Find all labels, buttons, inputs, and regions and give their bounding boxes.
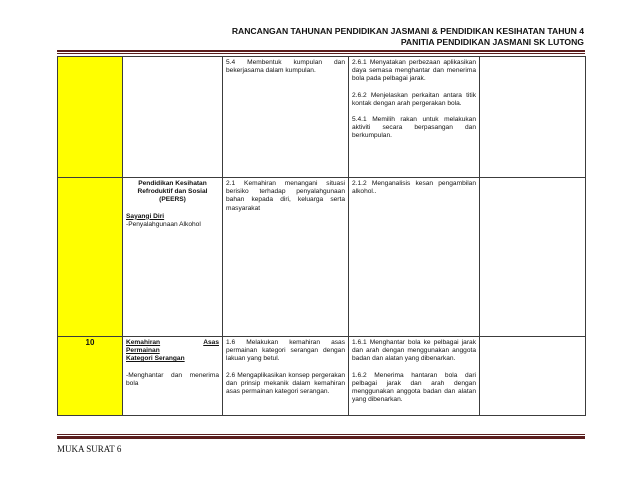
standard-text: 2.1 Kemahiran menangani situasi berisiko terhadap penyalahgunaan bahan kepada diri, keluarga serta masyarakat [226, 180, 345, 212]
learning-text: 5.4.1 Memilih rakan untuk melakukan aktiviti secara berpasangan dan berkumpulan. [352, 116, 476, 140]
footer-rule-thin [57, 434, 585, 435]
standard-cell [223, 57, 349, 178]
standard-cell [223, 337, 349, 416]
topic-title: Pendidikan Kesihatan Refroduktif dan Sosial (PEERS) [137, 180, 208, 204]
standard-text: 1.6 Melakukan kemahiran asas permainan kategori serangan dengan lakuan yang betul. [226, 339, 345, 363]
learning-cell [349, 57, 480, 178]
table-row [58, 57, 586, 178]
table-row [58, 178, 586, 337]
standard-text: 2.6 Mengaplikasikan konsep pergerakan dan prinsip mekanik dalam kemahiran asas permainan kategori serangan. [226, 371, 345, 396]
learning-text: 1.6.1 Menghantar bola ke pelbagai jarak dan arah dengan menggunakan anggota badan dan alatan yang dibenarkan. [352, 339, 476, 363]
notes-cell [480, 57, 586, 178]
footer-rule [57, 436, 585, 439]
learning-text: 2.1.2 Menganalisis kesan pengambilan alkohol.. [352, 180, 476, 196]
topic-title-part: Kemahiran [126, 339, 161, 346]
header-rule [57, 50, 585, 52]
document-title: RANCANGAN TAHUNAN PENDIDIKAN JASMANI & PENDIDIKAN KESIHATAN TAHUN 4 [231, 26, 584, 36]
learning-text: 1.6.2 Menerima hantaran bola dari pelbagai jarak dan arah dengan menggunakan anggota badan dan alatan yang dibenarkan. [352, 371, 476, 404]
topic-cell [123, 337, 223, 416]
learning-cell [349, 178, 480, 337]
learning-text: 2.6.1 Menyatakan perbezaan aplikasikan daya semasa menghantar dan menerima bola pada pelbagai jarak. [352, 59, 476, 83]
standard-cell [223, 178, 349, 337]
topic-subtitle: Kategori Serangan [126, 355, 185, 363]
week-cell [58, 57, 123, 178]
page-number: MUKA SURAT 6 [57, 444, 122, 454]
notes-cell [480, 337, 586, 416]
header-rule-thin [57, 53, 585, 54]
topic-title-part: Asas [203, 339, 219, 346]
topic-cell [123, 178, 223, 337]
plan-table [57, 56, 586, 416]
topic-subtitle: Sayangi Diri [126, 212, 165, 220]
topic-title-part: Permainan [126, 347, 160, 355]
topic-cell [123, 57, 223, 178]
notes-cell [480, 178, 586, 337]
topic-detail: -Penyalahgunaan Alkohol [126, 220, 201, 228]
topic-detail: -Menghantar dan menerima bola [126, 371, 219, 387]
table-row [58, 337, 586, 416]
document-subtitle: PANITIA PENDIDIKAN JASMANI SK LUTONG [400, 37, 584, 47]
learning-cell [349, 337, 480, 416]
week-cell: 10 [58, 337, 123, 416]
learning-text: 2.6.2 Menjelaskan perkaitan antara titik kontak dengan arah pergerakan bola. [352, 91, 476, 107]
topic-title [126, 339, 219, 347]
week-cell [58, 178, 123, 337]
standard-text: 5.4 Membentuk kumpulan dan bekerjasama dalam kumpulan. [226, 59, 345, 75]
